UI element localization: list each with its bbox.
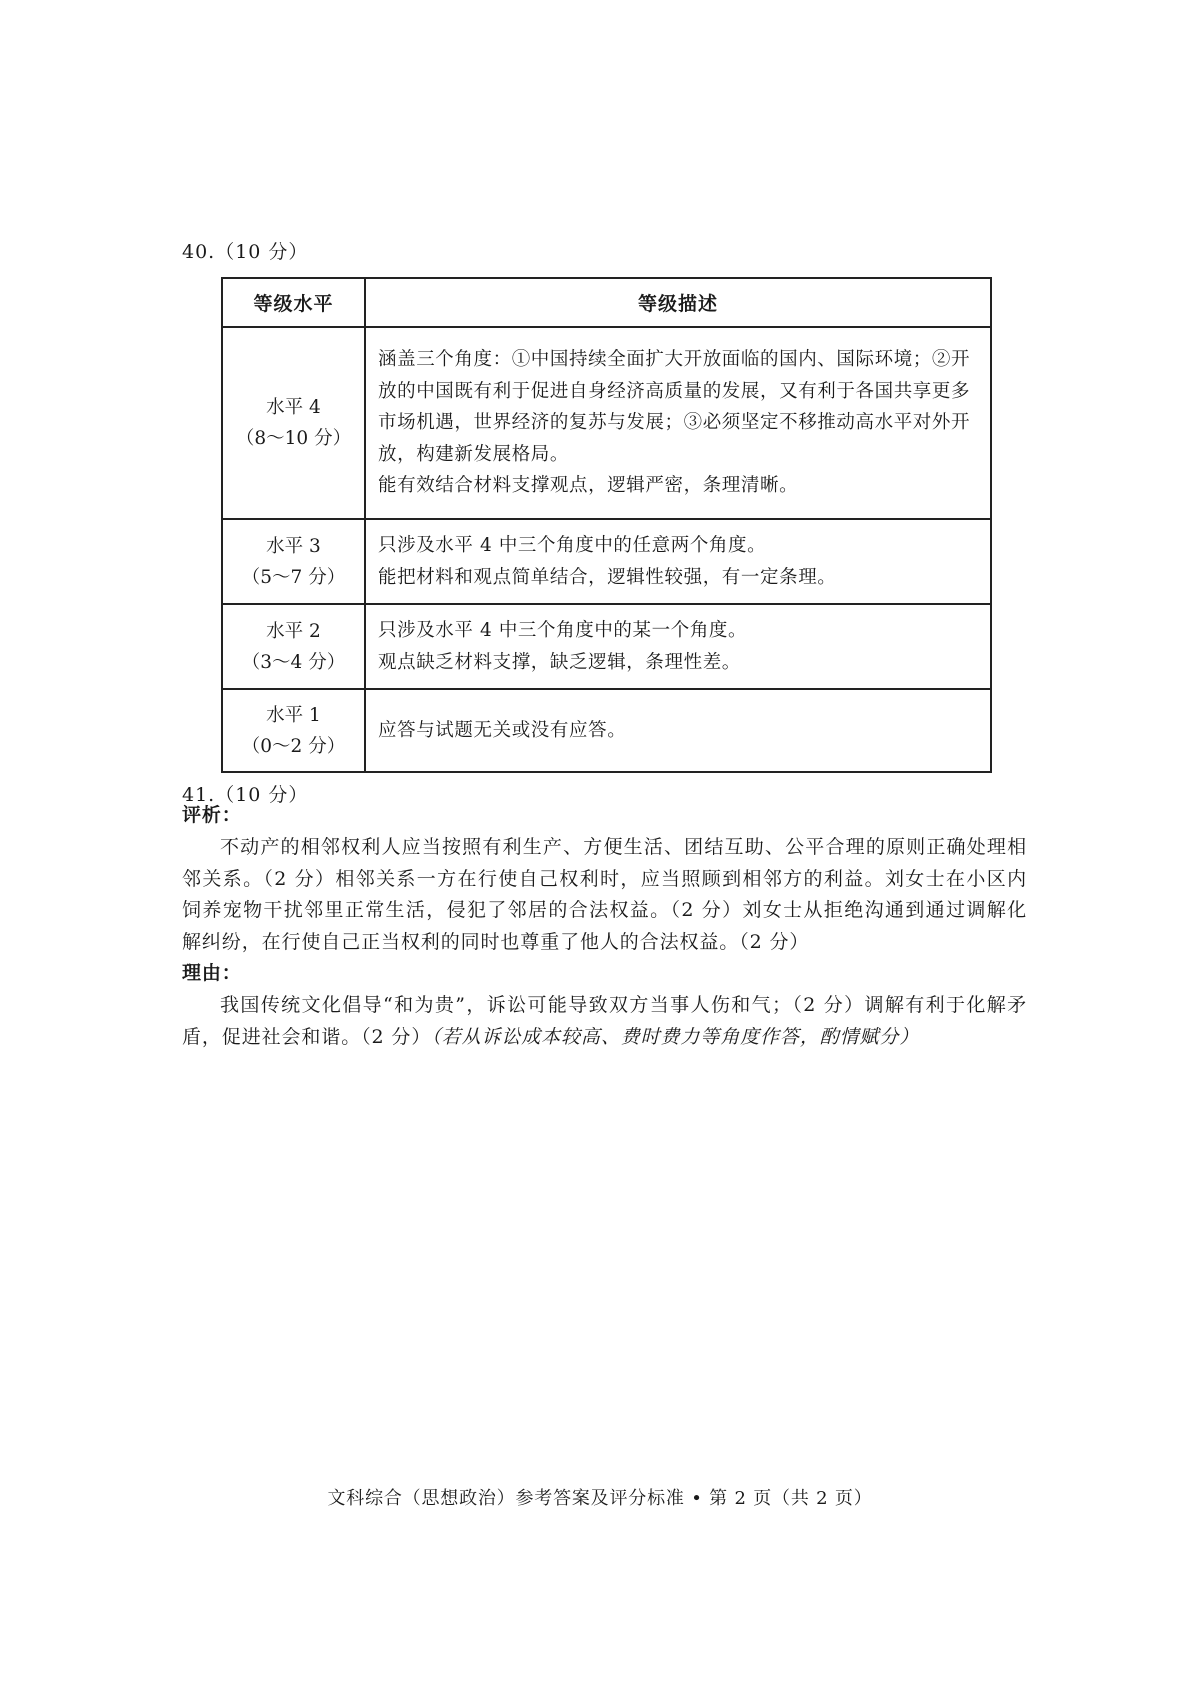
level-cell [222,604,365,689]
description-line: 观点缺乏材料支撑，缺乏逻辑，条理性差。 [378,651,741,673]
level-cell [222,327,365,519]
level-cell [222,519,365,604]
description-line: 能有效结合材料支撑观点，逻辑严密，条理清晰。 [378,475,799,497]
reason-note: （若从诉讼成本较高、费时费力等角度作答，酌情赋分） [431,1025,920,1048]
description-cell [365,327,991,519]
table-row [222,519,991,604]
description-line: 能把材料和观点简单结合，逻辑性较强，有一定条理。 [378,566,837,588]
description-line: 应答与试题无关或没有应答。 [378,719,627,741]
level-name: 水平 2 [266,620,321,642]
table-row [222,689,991,772]
level-cell [222,689,365,772]
table-row [222,327,991,519]
level-score: （3～4 分） [241,651,346,673]
level-score: （5～7 分） [241,566,346,588]
description-line: 涵盖三个角度：①中国持续全面扩大开放面临的国内、国际环境；②开放的中国既有利于促进自身经济高质量的发展，又有利于各国共享更多市场机遇，世界经济的复苏与发展；③必须坚定不移推动高水平对外开放，构建新发展格局。 [378,349,971,465]
table-header-row [222,278,991,327]
level-score: （8～10 分） [235,428,352,449]
reason-label: 理由： [182,962,242,984]
analysis-label: 评析： [182,804,242,826]
level-name: 水平 4 [266,397,321,418]
question-41-title: 41.（10 分） [182,784,309,806]
description-line: 只涉及水平 4 中三个角度中的任意两个角度。 [378,535,767,556]
description-cell [365,519,991,604]
reason-text: 我国传统文化倡导“和为贵”，诉讼可能导致双方当事人伤和气；（2 分）调解有利于化解矛盾，促进社会和谐。（2 分） [182,994,1027,1048]
level-name: 水平 1 [266,704,321,726]
description-cell [365,689,991,772]
analysis-paragraph: 不动产的相邻权利人应当按照有利生产、方便生活、团结互助、公平合理的原则正确处理相邻关系。（2 分）相邻关系一方在行使自己权利时，应当照顾到相邻方的利益。刘女士在小区内饲养宠物干扰邻里正常生活，侵犯了邻居的合法权益。（2 分）刘女士从拒绝沟通到通过调解化解纠纷，在行使自己正当权利的同时也尊重了他人的合法权益。（2 分） [182,836,1027,953]
level-score: （0～2 分） [241,735,346,757]
table-row [222,604,991,689]
question-40-title: 40.（10 分） [182,241,309,263]
reason-paragraph [182,990,1027,1053]
page-footer: 文科综合（思想政治）参考答案及评分标准 • 第 2 页（共 2 页） [327,1488,873,1509]
grading-table [221,277,992,773]
description-cell [365,604,991,689]
header-level: 等级水平 [222,278,365,327]
level-name: 水平 3 [266,535,321,557]
description-line: 只涉及水平 4 中三个角度中的某一个角度。 [378,620,748,641]
header-description: 等级描述 [365,278,991,327]
